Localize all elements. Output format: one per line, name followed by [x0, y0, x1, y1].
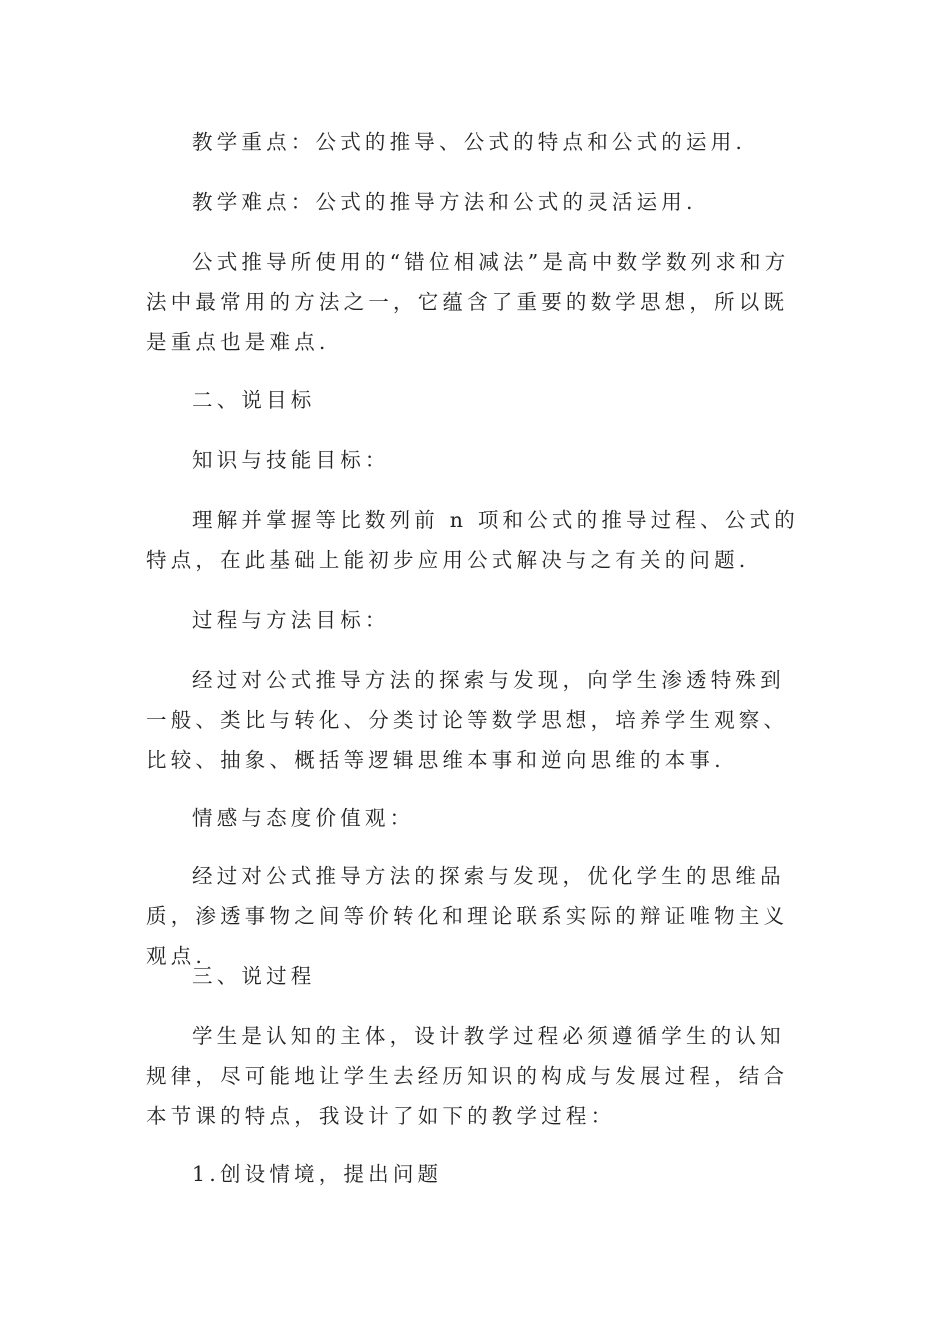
paragraph-teaching-focus: 教学重点：公式的推导、公式的特点和公式的运用.	[192, 130, 747, 154]
paragraph-emotion-values: 经过对公式推导方法的探索与发现，优化学生的思维品质，渗透事物之间等价转化和理论联系实际的辩证唯物主义观点.	[146, 864, 789, 968]
paragraph-knowledge-skill: 理解并掌握等比数列前 n 项和公式的推导过程、公式的特点，在此基础上能初步应用公式解决与之有关的问题.	[146, 508, 799, 572]
subheading-knowledge-skill: 知识与技能目标：	[192, 448, 390, 472]
paragraph-process-intro: 学生是认知的主体，设计教学过程必须遵循学生的认知规律，尽可能地让学生去经历知识的构成与发展过程，结合本节课的特点，我设计了如下的教学过程：	[146, 1024, 789, 1128]
subheading-emotion-values: 情感与态度价值观：	[192, 806, 415, 830]
paragraph-method-note: 公式推导所使用的“错位相减法”是高中数学数列求和方法中最常用的方法之一，它蕴含了重要的数学思想，所以既是重点也是难点.	[146, 250, 790, 354]
subheading-process-method: 过程与方法目标：	[192, 608, 390, 632]
paragraph-teaching-difficulty: 教学难点：公式的推导方法和公式的灵活运用.	[192, 190, 697, 214]
heading-step-1: 1.创设情境，提出问题	[192, 1162, 443, 1186]
heading-section-3: 三、说过程	[192, 964, 316, 988]
heading-section-2: 二、说目标	[192, 388, 316, 412]
paragraph-process-method: 经过对公式推导方法的探索与发现，向学生渗透特殊到一般、类比与转化、分类讨论等数学思想，培养学生观察、比较、抽象、概括等逻辑思维本事和逆向思维的本事.	[146, 668, 789, 772]
